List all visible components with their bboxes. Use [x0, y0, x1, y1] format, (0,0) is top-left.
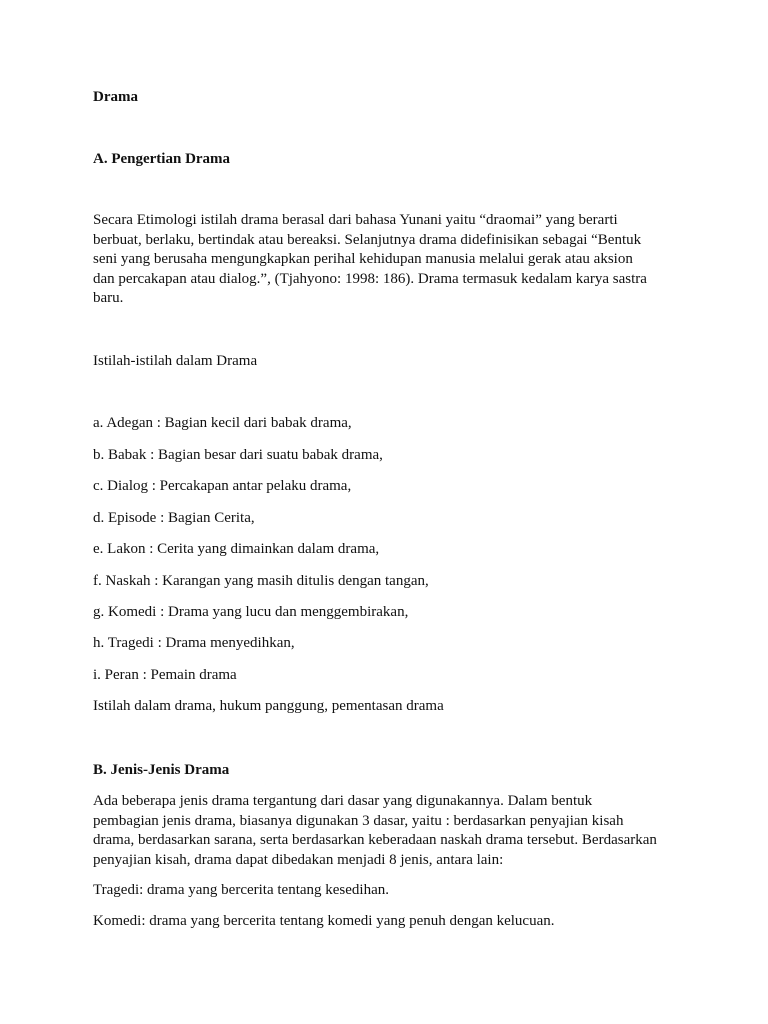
paragraph-line: berbuat, berlaku, bertindak atau bereaksi. Selanjutnya drama didefinisikan sebagai “Bentuk	[93, 231, 642, 248]
term-item-episode: d. Episode : Bagian Cerita,	[93, 510, 255, 526]
section-b-paragraph	[93, 792, 683, 870]
term-item-komedi: g. Komedi : Drama yang lucu dan menggembirakan,	[93, 604, 409, 620]
paragraph-line: pembagian jenis drama, biasanya digunakan 3 dasar, yaitu : berdasarkan penyajian kisah	[93, 812, 624, 829]
terms-footer: Istilah dalam drama, hukum panggung, pementasan drama	[93, 698, 444, 714]
section-a-paragraph	[93, 211, 683, 309]
paragraph-line: Secara Etimologi istilah drama berasal dari bahasa Yunani yaitu “draomai” yang berarti	[93, 212, 618, 228]
term-item-dialog: c. Dialog : Percakapan antar pelaku drama,	[93, 478, 352, 494]
term-item-adegan: a. Adegan : Bagian kecil dari babak drama,	[93, 415, 352, 431]
document-title: Drama	[93, 89, 138, 105]
paragraph-line: seni yang berusaha mengungkapkan perihal kehidupan manusia melalui gerak atau aksion	[93, 251, 633, 267]
term-item-lakon: e. Lakon : Cerita yang dimainkan dalam drama,	[93, 541, 380, 557]
term-item-peran: i. Peran : Pemain drama	[93, 667, 237, 683]
terms-title: Istilah-istilah dalam Drama	[93, 353, 258, 369]
drama-type-komedi: Komedi: drama yang bercerita tentang komedi yang penuh dengan kelucuan.	[93, 913, 555, 929]
paragraph-line: Ada beberapa jenis drama tergantung dari dasar yang digunakannya. Dalam bentuk	[93, 793, 593, 809]
paragraph-line: dan percakapan atau dialog.”, (Tjahyono: 1998: 186). Drama termasuk kedalam karya sastra	[93, 270, 647, 287]
paragraph-line: penyajian kisah, drama dapat dibedakan menjadi 8 jenis, antara lain:	[93, 851, 504, 868]
section-a-heading: A. Pengertian Drama	[93, 151, 231, 167]
paragraph-line: drama, berdasarkan sarana, serta berdasarkan keberadaan naskah drama tersebut. Berdasarkan	[93, 832, 657, 848]
term-item-tragedi: h. Tragedi : Drama menyedihkan,	[93, 635, 295, 651]
term-item-babak: b. Babak : Bagian besar dari suatu babak drama,	[93, 447, 383, 463]
section-b-heading: B. Jenis-Jenis Drama	[93, 762, 230, 778]
paragraph-line: baru.	[93, 290, 124, 306]
drama-type-tragedi: Tragedi: drama yang bercerita tentang kesedihan.	[93, 882, 390, 898]
term-item-naskah: f. Naskah : Karangan yang masih ditulis dengan tangan,	[93, 573, 429, 589]
